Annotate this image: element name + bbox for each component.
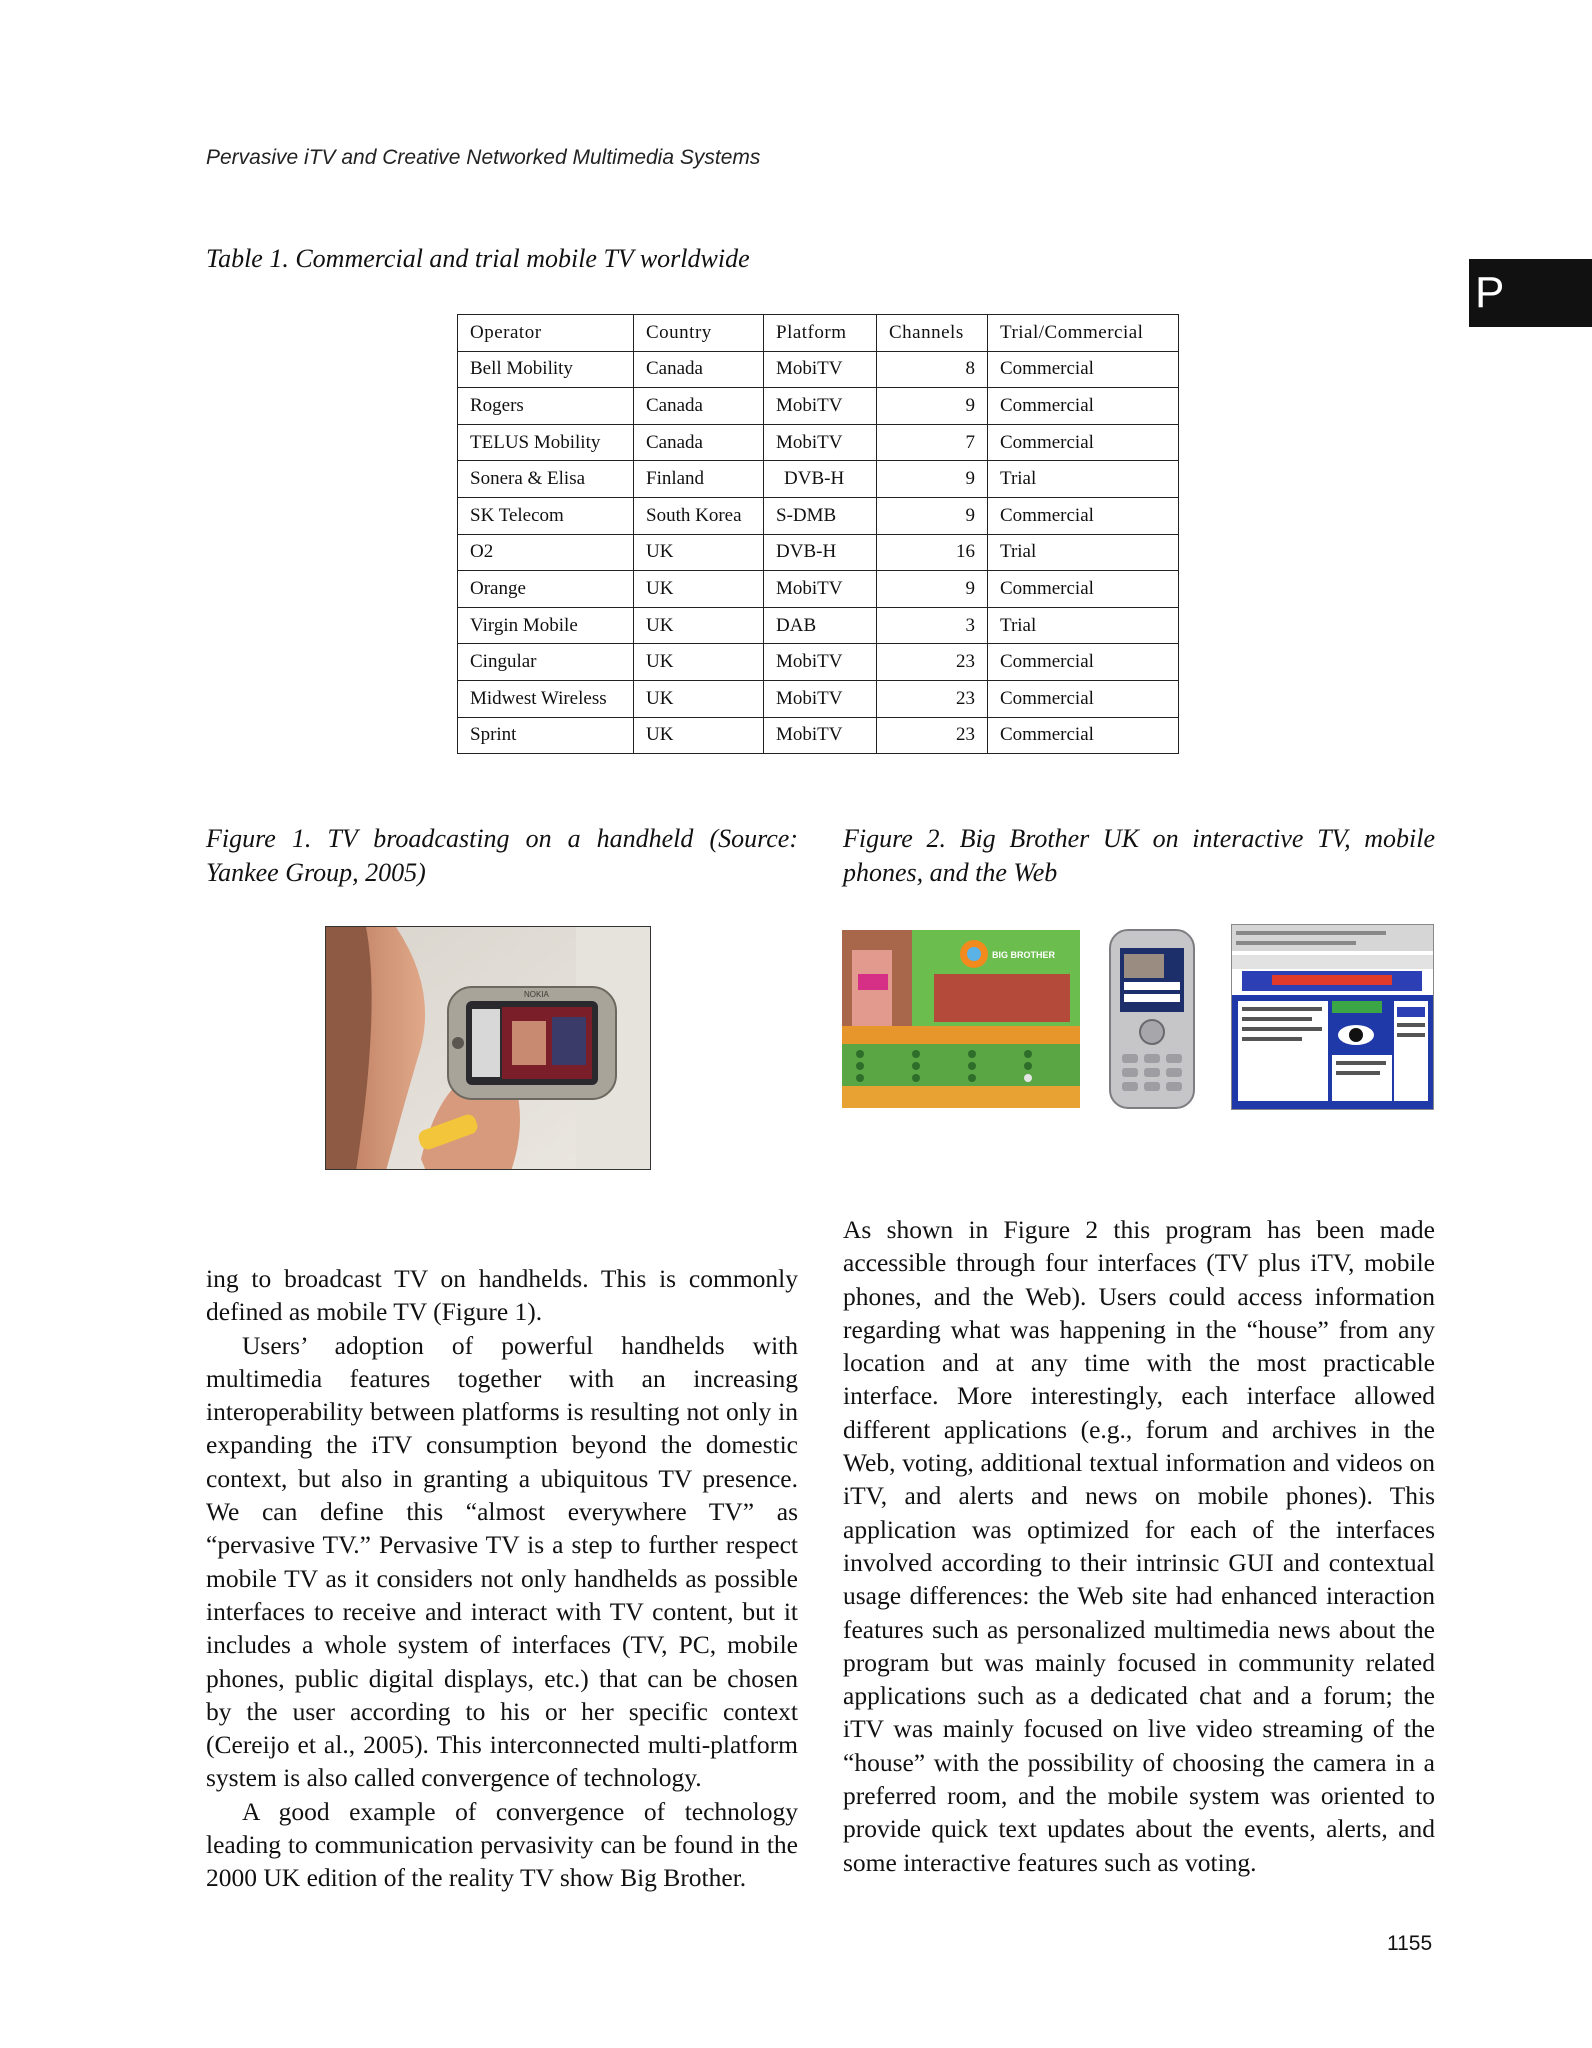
table-header-row [458, 315, 1179, 352]
cell-country: UK [634, 607, 764, 644]
cell-trial-commercial: Commercial [988, 717, 1179, 754]
table-row [458, 607, 1179, 644]
cell-channels: 9 [877, 497, 988, 534]
table-row [458, 424, 1179, 461]
cell-channels: 8 [877, 351, 988, 388]
cell-trial-commercial: Commercial [988, 644, 1179, 681]
cell-platform: MobiTV [764, 680, 877, 717]
cell-operator: Sprint [458, 717, 634, 754]
cell-operator: O2 [458, 534, 634, 571]
table-row [458, 497, 1179, 534]
figure1-image [325, 926, 651, 1170]
cell-channels: 16 [877, 534, 988, 571]
cell-operator: Rogers [458, 388, 634, 425]
figure2-mobile-image [1104, 928, 1200, 1110]
running-head: Pervasive iTV and Creative Networked Multimedia Systems [206, 146, 761, 169]
cell-platform: MobiTV [764, 424, 877, 461]
cell-platform: MobiTV [764, 571, 877, 608]
cell-country: Canada [634, 351, 764, 388]
cell-platform: MobiTV [764, 644, 877, 681]
cell-trial-commercial: Commercial [988, 424, 1179, 461]
right-column-text [843, 1213, 1435, 1879]
header-platform: Platform [764, 315, 877, 352]
body-paragraph-left-1: ing to broadcast TV on handhelds. This is commonly defined as mobile TV (Figure 1). [206, 1264, 798, 1327]
header-trial-commercial: Trial/Commercial [988, 315, 1179, 352]
cell-trial-commercial: Trial [988, 607, 1179, 644]
cell-country: Canada [634, 388, 764, 425]
cell-operator: Bell Mobility [458, 351, 634, 388]
table-row [458, 571, 1179, 608]
cell-trial-commercial: Commercial [988, 497, 1179, 534]
cell-country: Finland [634, 461, 764, 498]
cell-platform: DVB-H [764, 534, 877, 571]
cell-operator: Orange [458, 571, 634, 608]
table-row [458, 717, 1179, 754]
figure1-caption: Figure 1. TV broadcasting on a handheld (Source: Yankee Group, 2005) [206, 824, 798, 887]
cell-country: South Korea [634, 497, 764, 534]
cell-trial-commercial: Trial [988, 461, 1179, 498]
handheld-device-drawing [448, 987, 616, 1099]
cell-channels: 9 [877, 461, 988, 498]
header-operator: Operator [458, 315, 634, 352]
body-paragraph-left-2: Users’ adoption of powerful handhelds with multimedia features together with an increasing interoperability between platforms is resulting not only in expanding the iTV consumption beyond the domestic context, but also in granting a ubiquitous TV presence. We can define this “almost everywhere TV” as “pervasive TV.” Pervasive TV is a step to further respect mobile TV as it considers not only handhelds as possible interfaces to receive and interact with TV content, but it includes a whole system of interfaces (TV, PC, mobile phones, public digital displays, etc.) that can be chosen by the user according to his or her specific context (Cereijo et al., 2005). This interconnected multi-platform system is also called convergence of technology. [206, 1330, 798, 1793]
cell-operator: SK Telecom [458, 497, 634, 534]
cell-operator: Midwest Wireless [458, 680, 634, 717]
body-paragraph-left-3: A good example of convergence of technology leading to communication pervasivity can be found in the 2000 UK edition of the reality TV show Big Brother. [206, 1796, 798, 1893]
cell-country: UK [634, 717, 764, 754]
table-row [458, 461, 1179, 498]
cell-platform: S-DMB [764, 497, 877, 534]
cell-platform: DVB-H [764, 461, 877, 498]
table-caption: Table 1. Commercial and trial mobile TV worldwide [206, 244, 750, 273]
section-tab: P [1469, 259, 1592, 327]
body-paragraph-right-1: As shown in Figure 2 this program has been made accessible through four interfaces (TV plus iTV, mobile phones, and the Web). Users could access information regarding what was happening in the “house” from any location and at any time with the most practicable interface. More interestingly, each interface allowed different applications (e.g., forum and archives in the Web, voting, additional textual information and videos on iTV, and alerts and news on mobile phones). This application was optimized for each of the interfaces involved according to their intrinsic GUI and contextual usage differences: the Web site had enhanced interaction features such as personalized multimedia news about the program but was mainly focused in community related applications such as a dedicated chat and a forum; the iTV was mainly focused on live video streaming of the “house” with the possibility of choosing the camera in a preferred room, and the mobile system was oriented to provide quick text updates about the events, alerts, and some interactive features such as voting. [843, 1215, 1435, 1877]
left-column-text [206, 1262, 798, 1895]
cell-platform: MobiTV [764, 351, 877, 388]
table-row [458, 388, 1179, 425]
table-row [458, 534, 1179, 571]
cell-platform: MobiTV [764, 388, 877, 425]
table-body [458, 351, 1179, 754]
table-row [458, 680, 1179, 717]
cell-trial-commercial: Commercial [988, 388, 1179, 425]
cell-channels: 23 [877, 644, 988, 681]
cell-operator: Cingular [458, 644, 634, 681]
cell-country: UK [634, 534, 764, 571]
figure2-caption: Figure 2. Big Brother UK on interactive TV, mobile phones, and the Web [843, 824, 1435, 887]
cell-channels: 9 [877, 571, 988, 608]
cell-trial-commercial: Trial [988, 534, 1179, 571]
header-channels: Channels [877, 315, 988, 352]
figure2-web-image [1231, 924, 1434, 1110]
cell-platform: MobiTV [764, 717, 877, 754]
cell-channels: 9 [877, 388, 988, 425]
header-country: Country [634, 315, 764, 352]
table-row [458, 644, 1179, 681]
cell-operator: Virgin Mobile [458, 607, 634, 644]
cell-country: Canada [634, 424, 764, 461]
cell-trial-commercial: Commercial [988, 351, 1179, 388]
cell-channels: 7 [877, 424, 988, 461]
big-brother-logo-text: BIG BROTHER [992, 950, 1055, 960]
table-row [458, 351, 1179, 388]
cell-country: UK [634, 571, 764, 608]
cell-channels: 23 [877, 717, 988, 754]
cell-country: UK [634, 644, 764, 681]
cell-trial-commercial: Commercial [988, 680, 1179, 717]
cell-channels: 23 [877, 680, 988, 717]
cell-channels: 3 [877, 607, 988, 644]
cell-platform: DAB [764, 607, 877, 644]
cell-operator: TELUS Mobility [458, 424, 634, 461]
page-number: 1155 [1387, 1932, 1433, 1955]
cell-operator: Sonera & Elisa [458, 461, 634, 498]
device-brand-label: NOKIA [524, 990, 549, 999]
cell-trial-commercial: Commercial [988, 571, 1179, 608]
figure2-itv-image [842, 930, 1080, 1108]
mobile-tv-table [457, 314, 1179, 754]
cell-country: UK [634, 680, 764, 717]
